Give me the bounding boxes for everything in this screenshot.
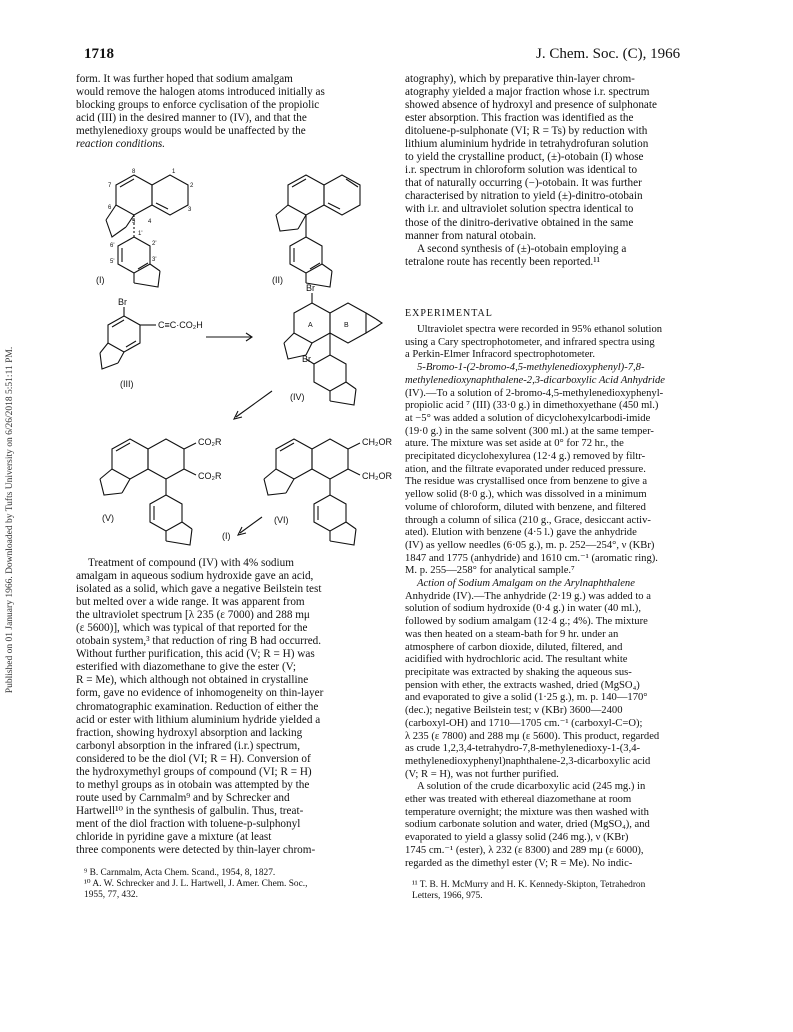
text-line: carbonyl absorption in the infrared (i.r.) spectrum, bbox=[76, 739, 300, 752]
text-line: ether was treated with ethereal diazomethane at room bbox=[405, 794, 632, 806]
text-line: yellow solid (8·0 g.), which was dissolved in a minimum bbox=[405, 489, 647, 501]
text-line: methylenedioxyphenyl)naphthalene-2,3-dicarboxylic acid bbox=[405, 755, 651, 767]
ring-label: B bbox=[344, 322, 349, 329]
text-line: Action of Sodium Amalgam on the Arylnaphthalene bbox=[417, 578, 635, 590]
text-line: atography), which by preparative thin-layer chrom- bbox=[405, 73, 635, 85]
text-line: λ 235 (ε 7800) and 288 mμ (ε 5600). This product, regarded bbox=[405, 730, 660, 742]
text-line: manner from natural otobain. bbox=[405, 229, 537, 242]
text-line: precipitate was extracted by shaking the aqueous sus- bbox=[405, 666, 632, 678]
text-line: to yield the crystalline product, (±)-otobain (I) whose bbox=[405, 151, 644, 164]
text-line: isolated as a solid, which gave a negative Beilstein test bbox=[76, 583, 322, 596]
text-line: through a column of silica (210 g., Grace, desiccant activ- bbox=[405, 514, 651, 526]
text-line: but melted over a wide range. It was apparent from bbox=[76, 596, 305, 609]
text-line: Hartwell¹⁰ in the synthesis of galbulin. Thus, treat- bbox=[76, 804, 304, 817]
text-line: Anhydride (IV).—The anhydride (2·19 g.) was added to a bbox=[405, 590, 651, 602]
text-line: pension with ether, the extracts washed, dried (MgSO₄) bbox=[405, 679, 640, 691]
footnote: ¹¹ T. B. H. McMurry and H. K. Kennedy-Skipton, Tetrahedron bbox=[412, 880, 646, 890]
text-line: M. p. 255—258° for analytical sample.⁷ bbox=[405, 565, 575, 577]
text-line: evaporated to yield a glassy solid (246 mg.), ν (KBr) bbox=[405, 832, 629, 844]
atom-number: 6' bbox=[110, 243, 115, 249]
text-line: Without further purification, this acid (V; R = H) was bbox=[76, 648, 315, 661]
atom-number: 1 bbox=[172, 169, 176, 175]
label-br-IV-top: Br bbox=[306, 283, 315, 293]
text-line: acidified with hydrochloric acid. The resultant white bbox=[405, 654, 628, 666]
text-line: the hydroxymethyl groups of compound (VI; R = H) bbox=[76, 765, 312, 778]
text-line: atography yielded a major fraction whose i.r. spectrum bbox=[405, 86, 650, 99]
text-line: Treatment of compound (IV) with 4% sodium bbox=[88, 557, 294, 569]
text-line: with i.r. and ultraviolet solution spectra identical to bbox=[405, 203, 634, 216]
label-V: (V) bbox=[102, 513, 114, 523]
synthesis-scheme bbox=[76, 165, 396, 555]
text-line: propiolic acid ⁷ (III) (33·0 g.) in dimethoxyethane (450 ml.) bbox=[405, 400, 659, 412]
text-line: (19·0 g.) in the same solvent (300 ml.) at the same temper- bbox=[405, 425, 654, 437]
text-line: methylenedioxy groups would be unaffected by the bbox=[76, 125, 306, 138]
text-line: (IV).—To a solution of 2-bromo-4,5-methylenedioxyphenyl- bbox=[405, 387, 664, 399]
text-line: acid or ester with lithium aluminium hydride yielded a bbox=[76, 713, 321, 726]
text-line: 5-Bromo-1-(2-bromo-4,5-methylenedioxyphenyl)-7,8- bbox=[417, 362, 645, 374]
atom-number: 8 bbox=[132, 169, 136, 175]
download-watermark-text: Published on 01 January 1966. Downloaded by Tufts University on 6/26/2018 5:51:11 PM. bbox=[5, 346, 15, 694]
text-line: ated). Elution with benzene (4·5 l.) gave the anhydride bbox=[405, 527, 637, 539]
text-line: a Perkin-Elmer Infracord spectrophotometer. bbox=[405, 349, 596, 361]
text-line: The residue was crystallised once from benzene to give a bbox=[405, 476, 648, 488]
text-line: (dec.); negative Beilstein test; ν (KBr) 3600—2400 bbox=[405, 705, 623, 717]
text-line: was then heated on a steam-bath for 9 hr. under an bbox=[405, 628, 619, 640]
text-line: ment of the diol fraction with toluene-p-sulphonyl bbox=[76, 817, 301, 830]
text-line: chromatographic examination. Reduction of either the bbox=[76, 700, 319, 713]
right-intro-paragraph bbox=[405, 73, 723, 269]
text-line: atmosphere of carbon dioxide, diluted, filtered, and bbox=[405, 641, 623, 653]
atom-number: 3' bbox=[152, 257, 157, 263]
footnote: ¹⁰ A. W. Schrecker and J. L. Hartwell, J. Amer. Chem. Soc., bbox=[84, 879, 308, 889]
text-line: form. It was further hoped that sodium amalgam bbox=[76, 73, 293, 85]
text-line: that of naturally occurring (−)-otobain. It was further bbox=[405, 177, 642, 190]
text-line: characterised by nitration to yield (±)-dinitro-otobain bbox=[405, 190, 643, 203]
text-line: ditoluene-p-sulphonate (VI; R = Ts) by reduction with bbox=[405, 125, 648, 138]
text-line: methylenedioxynaphthalene-2,3-dicarboxylic Acid Anhydride bbox=[405, 374, 665, 386]
atom-number: 5 bbox=[132, 219, 136, 225]
text-line: R = Me), which although not obtained in crystalline bbox=[76, 674, 309, 687]
atom-number: 3 bbox=[188, 207, 192, 213]
text-line: showed absence of hydroxyl and presence of sulphonate bbox=[405, 99, 657, 112]
right-footnotes bbox=[412, 880, 723, 902]
text-line: ester absorption. This fraction was identified as the bbox=[405, 112, 634, 125]
label-br-IV-side: Br bbox=[302, 354, 311, 364]
text-line: acid (III) in the desired manner to (IV), and that the bbox=[76, 112, 307, 125]
left-body-paragraph bbox=[76, 557, 389, 857]
atom-number: 4 bbox=[148, 219, 152, 225]
text-line: (V; R = H), was not further purified. bbox=[405, 768, 559, 780]
left-footnotes bbox=[84, 868, 389, 901]
atom-number: 7 bbox=[108, 183, 112, 189]
structure-II bbox=[276, 175, 360, 287]
atom-number: 6 bbox=[108, 205, 112, 211]
structure-V bbox=[100, 439, 196, 545]
footnote: Letters, 1966, 975. bbox=[412, 891, 483, 901]
footnote: ⁹ B. Carnmalm, Acta Chem. Scand., 1954, 8, 1827. bbox=[84, 868, 276, 878]
label-ch2or-2: CH₂OR bbox=[362, 471, 392, 481]
footnote: 1955, 77, 432. bbox=[84, 890, 138, 900]
text-line: i.r. spectrum in chloroform solution was identical to bbox=[405, 164, 638, 177]
structure-IV bbox=[284, 293, 382, 405]
left-intro-paragraph bbox=[76, 73, 389, 151]
text-line: ation, and the filtrate evaporated under reduced pressure. bbox=[405, 463, 646, 475]
label-IV: (IV) bbox=[290, 392, 305, 402]
text-line: 1847 and 1775 (anhydride) and 1610 cm.⁻¹ (aromatic ring). bbox=[405, 552, 658, 564]
text-line: Ultraviolet spectra were recorded in 95% ethanol solution bbox=[417, 324, 663, 335]
text-line: fraction, showing hydroxyl absorption and lacking bbox=[76, 726, 303, 739]
structure-VI bbox=[264, 439, 360, 545]
text-line: the ultraviolet spectrum [λ 235 (ε 7000) and 288 mμ bbox=[76, 609, 310, 622]
text-line: precipitated dicyclohexylurea (12·4 g.) removed by filtr- bbox=[405, 451, 646, 463]
text-line: chloride in pyridine gave a mixture (at least bbox=[76, 830, 272, 843]
text-line: regarded as the dimethyl ester (V; R = Me). No indic- bbox=[405, 857, 633, 869]
text-line: (carboxyl-OH) and 1710—1705 cm.⁻¹ (carboxyl-C=O); bbox=[405, 717, 643, 729]
text-line: otobain system,³ that reduction of ring B had occurred. bbox=[76, 635, 322, 648]
atom-number: 2' bbox=[152, 241, 157, 247]
text-line: followed by sodium amalgam (12·4 g.; 4%). The mixture bbox=[405, 616, 648, 628]
atom-number: 5' bbox=[110, 259, 115, 265]
text-line: to methyl groups as in otobain was attempted by the bbox=[76, 778, 310, 791]
structure-III bbox=[100, 307, 156, 369]
text-line: and evaporated to give a solid (1·25 g.), m. p. 140—170° bbox=[405, 692, 648, 704]
text-line: at −5° was added a solution of dicyclohexylcarbodi-imide bbox=[405, 412, 651, 424]
text-line: 1745 cm.⁻¹ (ester), λ 232 (ε 8300) and 289 mμ (ε 6000), bbox=[405, 844, 644, 856]
page-number: 1718 bbox=[84, 46, 114, 62]
text-line: three components were detected by thin-layer chrom- bbox=[76, 844, 316, 857]
text-line: form, gave no evidence of inhomogeneity on thin-layer bbox=[76, 687, 324, 700]
download-watermark bbox=[2, 140, 18, 900]
label-I: (I) bbox=[96, 275, 105, 285]
label-I-bottom: (I) bbox=[222, 531, 231, 541]
section-heading-experimental: EXPERIMENTAL bbox=[405, 308, 493, 319]
atom-number: 1' bbox=[138, 231, 143, 237]
label-co2r-2: CO₂R bbox=[198, 471, 222, 481]
label-VI: (VI) bbox=[274, 515, 289, 525]
text-line: lithium aluminium hydride in tetrahydrofuran solution bbox=[405, 138, 649, 151]
label-propiolic: C≡C·CO₂H bbox=[158, 320, 203, 330]
structure-I bbox=[106, 175, 188, 287]
text-line: sodium carbonate solution and water, dried (MgSO₄), and bbox=[405, 819, 650, 831]
label-br-III: Br bbox=[118, 297, 127, 307]
text-line: solution of sodium hydroxide (0·4 g.) in water (40 ml.), bbox=[405, 603, 641, 615]
text-line: (IV) as yellow needles (6·05 g.), m. p. 252—254°, ν (KBr) bbox=[405, 539, 655, 551]
text-line: reaction conditions. bbox=[76, 138, 166, 151]
text-line: (ε 5600)], which was typical of that reported for the bbox=[76, 622, 308, 635]
label-ch2or-1: CH₂OR bbox=[362, 437, 392, 447]
text-line: considered to be the diol (VI; R = H). Conversion of bbox=[76, 752, 311, 765]
journal-header: J. Chem. Soc. (C), 1966 bbox=[536, 46, 681, 62]
atom-number: 2 bbox=[190, 183, 194, 189]
text-line: volume of chloroform, diluted with benzene, and filtered bbox=[405, 501, 646, 513]
ring-label: A bbox=[308, 322, 313, 329]
text-line: blocking groups to enforce cyclisation of the propiolic bbox=[76, 99, 320, 112]
text-line: ature. The mixture was set aside at 0° for 72 hr., the bbox=[405, 438, 624, 450]
label-III: (III) bbox=[120, 379, 134, 389]
text-line: would remove the halogen atoms introduced initially as bbox=[76, 86, 325, 99]
text-line: those of the dinitro-derivative obtained in the same bbox=[405, 216, 634, 229]
experimental-section bbox=[405, 324, 723, 870]
text-line: temperature overnight; the mixture was then washed with bbox=[405, 806, 649, 818]
label-II: (II) bbox=[272, 275, 283, 285]
label-co2r-1: CO₂R bbox=[198, 437, 222, 447]
text-line: as crude 1,2,3,4-tetrahydro-7,8-methylenedioxy-1-(3,4- bbox=[405, 743, 641, 755]
text-line: A solution of the crude dicarboxylic acid (245 mg.) in bbox=[417, 781, 646, 793]
text-line: using a Cary spectrophotometer, and infrared spectra using bbox=[405, 336, 655, 348]
text-line: esterified with diazomethane to give the ester (V; bbox=[76, 661, 297, 674]
text-line: route used by Carnmalm⁹ and by Schrecker and bbox=[76, 791, 290, 804]
text-line: tetralone route has recently been reported.¹¹ bbox=[405, 255, 600, 268]
text-line: amalgam in aqueous sodium hydroxide gave an acid, bbox=[76, 570, 314, 583]
text-line: A second synthesis of (±)-otobain employing a bbox=[417, 242, 627, 255]
